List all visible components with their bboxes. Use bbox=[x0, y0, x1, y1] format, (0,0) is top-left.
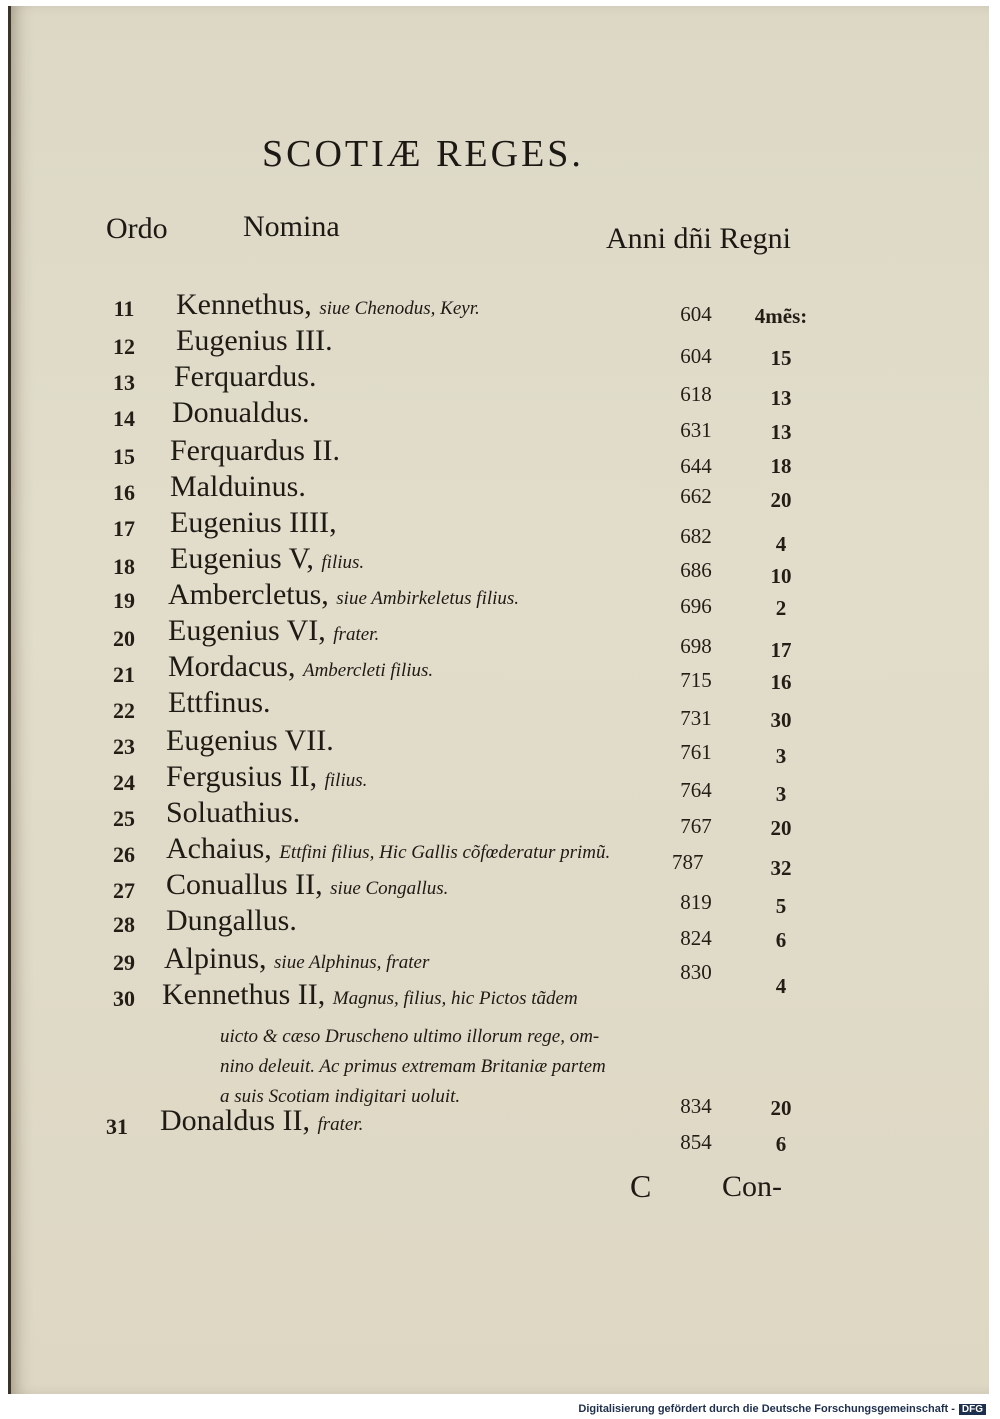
row-name: Fergusius II, filius. bbox=[166, 760, 368, 793]
row-name: Dungallus. bbox=[166, 904, 297, 937]
row-year: 819 bbox=[680, 890, 712, 914]
row-note: filius. bbox=[321, 552, 365, 573]
row-reign: 20 bbox=[770, 1096, 792, 1120]
row-note: siue Ambirkeletus filius. bbox=[336, 588, 520, 609]
king-row bbox=[0, 724, 1000, 768]
row-year: 834 bbox=[680, 1094, 712, 1118]
row-reign: 4 bbox=[775, 974, 787, 998]
row-name: Donualdus. bbox=[172, 396, 310, 429]
row-year: 715 bbox=[680, 668, 712, 692]
row-name: Soluathius. bbox=[166, 796, 301, 829]
row-ordo: 14 bbox=[113, 406, 135, 431]
king-row bbox=[0, 832, 1000, 880]
row-year: 662 bbox=[680, 484, 712, 508]
row-year: 830 bbox=[680, 960, 712, 984]
row-year: 631 bbox=[680, 418, 712, 442]
row-ordo: 12 bbox=[113, 334, 135, 359]
row-ordo: 31 bbox=[106, 1114, 128, 1139]
row-reign: 3 bbox=[775, 744, 787, 768]
row-note: Ettfini filius, Hic Gallis cõfœderatur primũ. bbox=[279, 842, 611, 863]
row-note: siue Congallus. bbox=[330, 878, 449, 899]
row-reign: 6 bbox=[775, 1132, 787, 1156]
row-name: Donaldus II, frater. bbox=[160, 1104, 364, 1137]
king-row bbox=[0, 324, 1000, 370]
row-name: Eugenius III. bbox=[176, 324, 333, 357]
row-ordo: 15 bbox=[113, 444, 135, 469]
row-ordo: 25 bbox=[113, 806, 135, 831]
row-ordo: 24 bbox=[113, 770, 135, 795]
king-row bbox=[0, 650, 1000, 694]
signature-mark: C bbox=[630, 1168, 652, 1204]
row-ordo: 19 bbox=[113, 588, 135, 613]
row-year: 764 bbox=[680, 778, 712, 802]
king-row bbox=[0, 542, 1000, 588]
row-ordo: 27 bbox=[113, 878, 135, 903]
row-note: siue Chenodus, Keyr. bbox=[319, 298, 480, 319]
row-name: Conuallus II, siue Congallus. bbox=[166, 868, 449, 901]
row-reign: 4mẽs: bbox=[754, 304, 808, 328]
row-ordo: 26 bbox=[113, 842, 135, 867]
row-name: Ettfinus. bbox=[168, 686, 271, 719]
row-year: 686 bbox=[680, 558, 712, 582]
row-reign: 32 bbox=[770, 856, 792, 880]
row-ordo: 28 bbox=[113, 912, 135, 937]
row-ordo: 29 bbox=[113, 950, 135, 975]
row-note: Magnus, filius, hic Pictos tãdem bbox=[332, 988, 578, 1009]
king-row bbox=[0, 396, 1000, 444]
row-reign: 15 bbox=[770, 346, 792, 370]
column-header-ordo: Ordo bbox=[106, 212, 168, 245]
row-reign: 17 bbox=[770, 638, 792, 662]
king-row bbox=[0, 614, 1000, 662]
row-reign: 20 bbox=[770, 816, 792, 840]
row-name: Ambercletus, siue Ambirkeletus filius. bbox=[168, 578, 520, 611]
digitization-credit bbox=[578, 1403, 986, 1415]
row-year: 696 bbox=[680, 594, 712, 618]
row-reign: 16 bbox=[770, 670, 792, 694]
column-header-anni-regni: Anni dñi Regni bbox=[606, 222, 791, 255]
row-year: 644 bbox=[680, 454, 712, 478]
row-name: Alpinus, siue Alphinus, frater bbox=[164, 942, 430, 975]
row-note: filius. bbox=[324, 770, 368, 791]
row-ordo: 16 bbox=[113, 480, 135, 505]
row-reign: 6 bbox=[775, 928, 787, 952]
row-year: 698 bbox=[680, 634, 712, 658]
row-note: frater. bbox=[333, 624, 380, 645]
row-name: Ferquardus II. bbox=[170, 434, 340, 467]
row-ordo: 30 bbox=[113, 986, 135, 1011]
row-year: 604 bbox=[680, 302, 712, 326]
king-row bbox=[0, 796, 1000, 840]
row-year: 854 bbox=[680, 1130, 712, 1154]
king-row bbox=[0, 470, 1000, 512]
column-header-nomina: Nomina bbox=[243, 210, 340, 243]
row-ordo: 20 bbox=[113, 626, 135, 651]
row-note: frater. bbox=[317, 1114, 364, 1135]
row-ordo: 11 bbox=[113, 296, 135, 321]
row-name: Mordacus, Ambercleti filius. bbox=[168, 650, 434, 683]
row-reign: 4 bbox=[775, 532, 787, 556]
catchword: Con- bbox=[722, 1170, 782, 1203]
row-reign: 13 bbox=[770, 386, 792, 410]
row-ordo: 18 bbox=[113, 554, 135, 579]
row-year: 731 bbox=[680, 706, 712, 730]
row-year: 682 bbox=[680, 524, 712, 548]
row-name: Eugenius V, filius. bbox=[170, 542, 365, 575]
row-reign: 13 bbox=[770, 420, 792, 444]
row-year: 761 bbox=[680, 740, 712, 764]
row-reign: 5 bbox=[775, 894, 787, 918]
king-row bbox=[0, 760, 1000, 806]
row-ordo: 22 bbox=[113, 698, 135, 723]
row-note-continuation: nino deleuit. Ac primus extremam Britaniæ partem bbox=[220, 1056, 606, 1077]
row-name: Eugenius IIII, bbox=[170, 506, 337, 539]
king-row bbox=[0, 288, 1000, 328]
king-row bbox=[0, 904, 1000, 952]
row-note-continuation: a suis Scotiam indigitari uoluit. bbox=[220, 1086, 461, 1107]
row-ordo: 17 bbox=[113, 516, 135, 541]
row-reign: 2 bbox=[775, 596, 787, 620]
row-year: 787 bbox=[672, 850, 704, 874]
row-year: 824 bbox=[680, 926, 712, 950]
row-reign: 20 bbox=[770, 488, 792, 512]
king-row bbox=[0, 434, 1000, 478]
row-reign: 18 bbox=[770, 454, 792, 478]
row-name: Eugenius VII. bbox=[166, 724, 334, 757]
row-note-continuation: uicto & cæso Druscheno ultimo illorum rege, om- bbox=[220, 1026, 600, 1047]
credit-text: Digitalisierung gefördert durch die Deutsche Forschungsgemeinschaft - bbox=[578, 1403, 955, 1415]
row-note: siue Alphinus, frater bbox=[274, 952, 430, 973]
row-ordo: 23 bbox=[113, 734, 135, 759]
row-year: 767 bbox=[680, 814, 712, 838]
row-ordo: 13 bbox=[113, 370, 135, 395]
king-row bbox=[0, 578, 1000, 620]
king-row bbox=[0, 868, 1000, 918]
row-name: Achaius, Ettfini filius, Hic Gallis cõfœderatur primũ. bbox=[166, 832, 611, 865]
row-name: Ferquardus. bbox=[174, 360, 317, 393]
row-ordo: 21 bbox=[113, 662, 135, 687]
row-year: 618 bbox=[680, 382, 712, 406]
row-name: Eugenius VI, frater. bbox=[168, 614, 380, 647]
row-reign: 3 bbox=[775, 782, 787, 806]
king-row bbox=[0, 686, 1000, 732]
row-name: Kennethus II, Magnus, filius, hic Pictos tãdem bbox=[162, 978, 578, 1011]
dfg-logo: DFG bbox=[959, 1404, 986, 1415]
row-reign: 30 bbox=[770, 708, 792, 732]
king-row bbox=[0, 506, 1000, 556]
page-title: SCOTIÆ REGES. bbox=[262, 133, 584, 175]
king-row bbox=[0, 1104, 1000, 1156]
row-reign: 10 bbox=[770, 564, 792, 588]
row-name: Kennethus, siue Chenodus, Keyr. bbox=[176, 288, 480, 321]
row-name: Malduinus. bbox=[170, 470, 306, 503]
king-row bbox=[0, 360, 1000, 410]
row-year: 604 bbox=[680, 344, 712, 368]
row-note: Ambercleti filius. bbox=[302, 660, 434, 681]
